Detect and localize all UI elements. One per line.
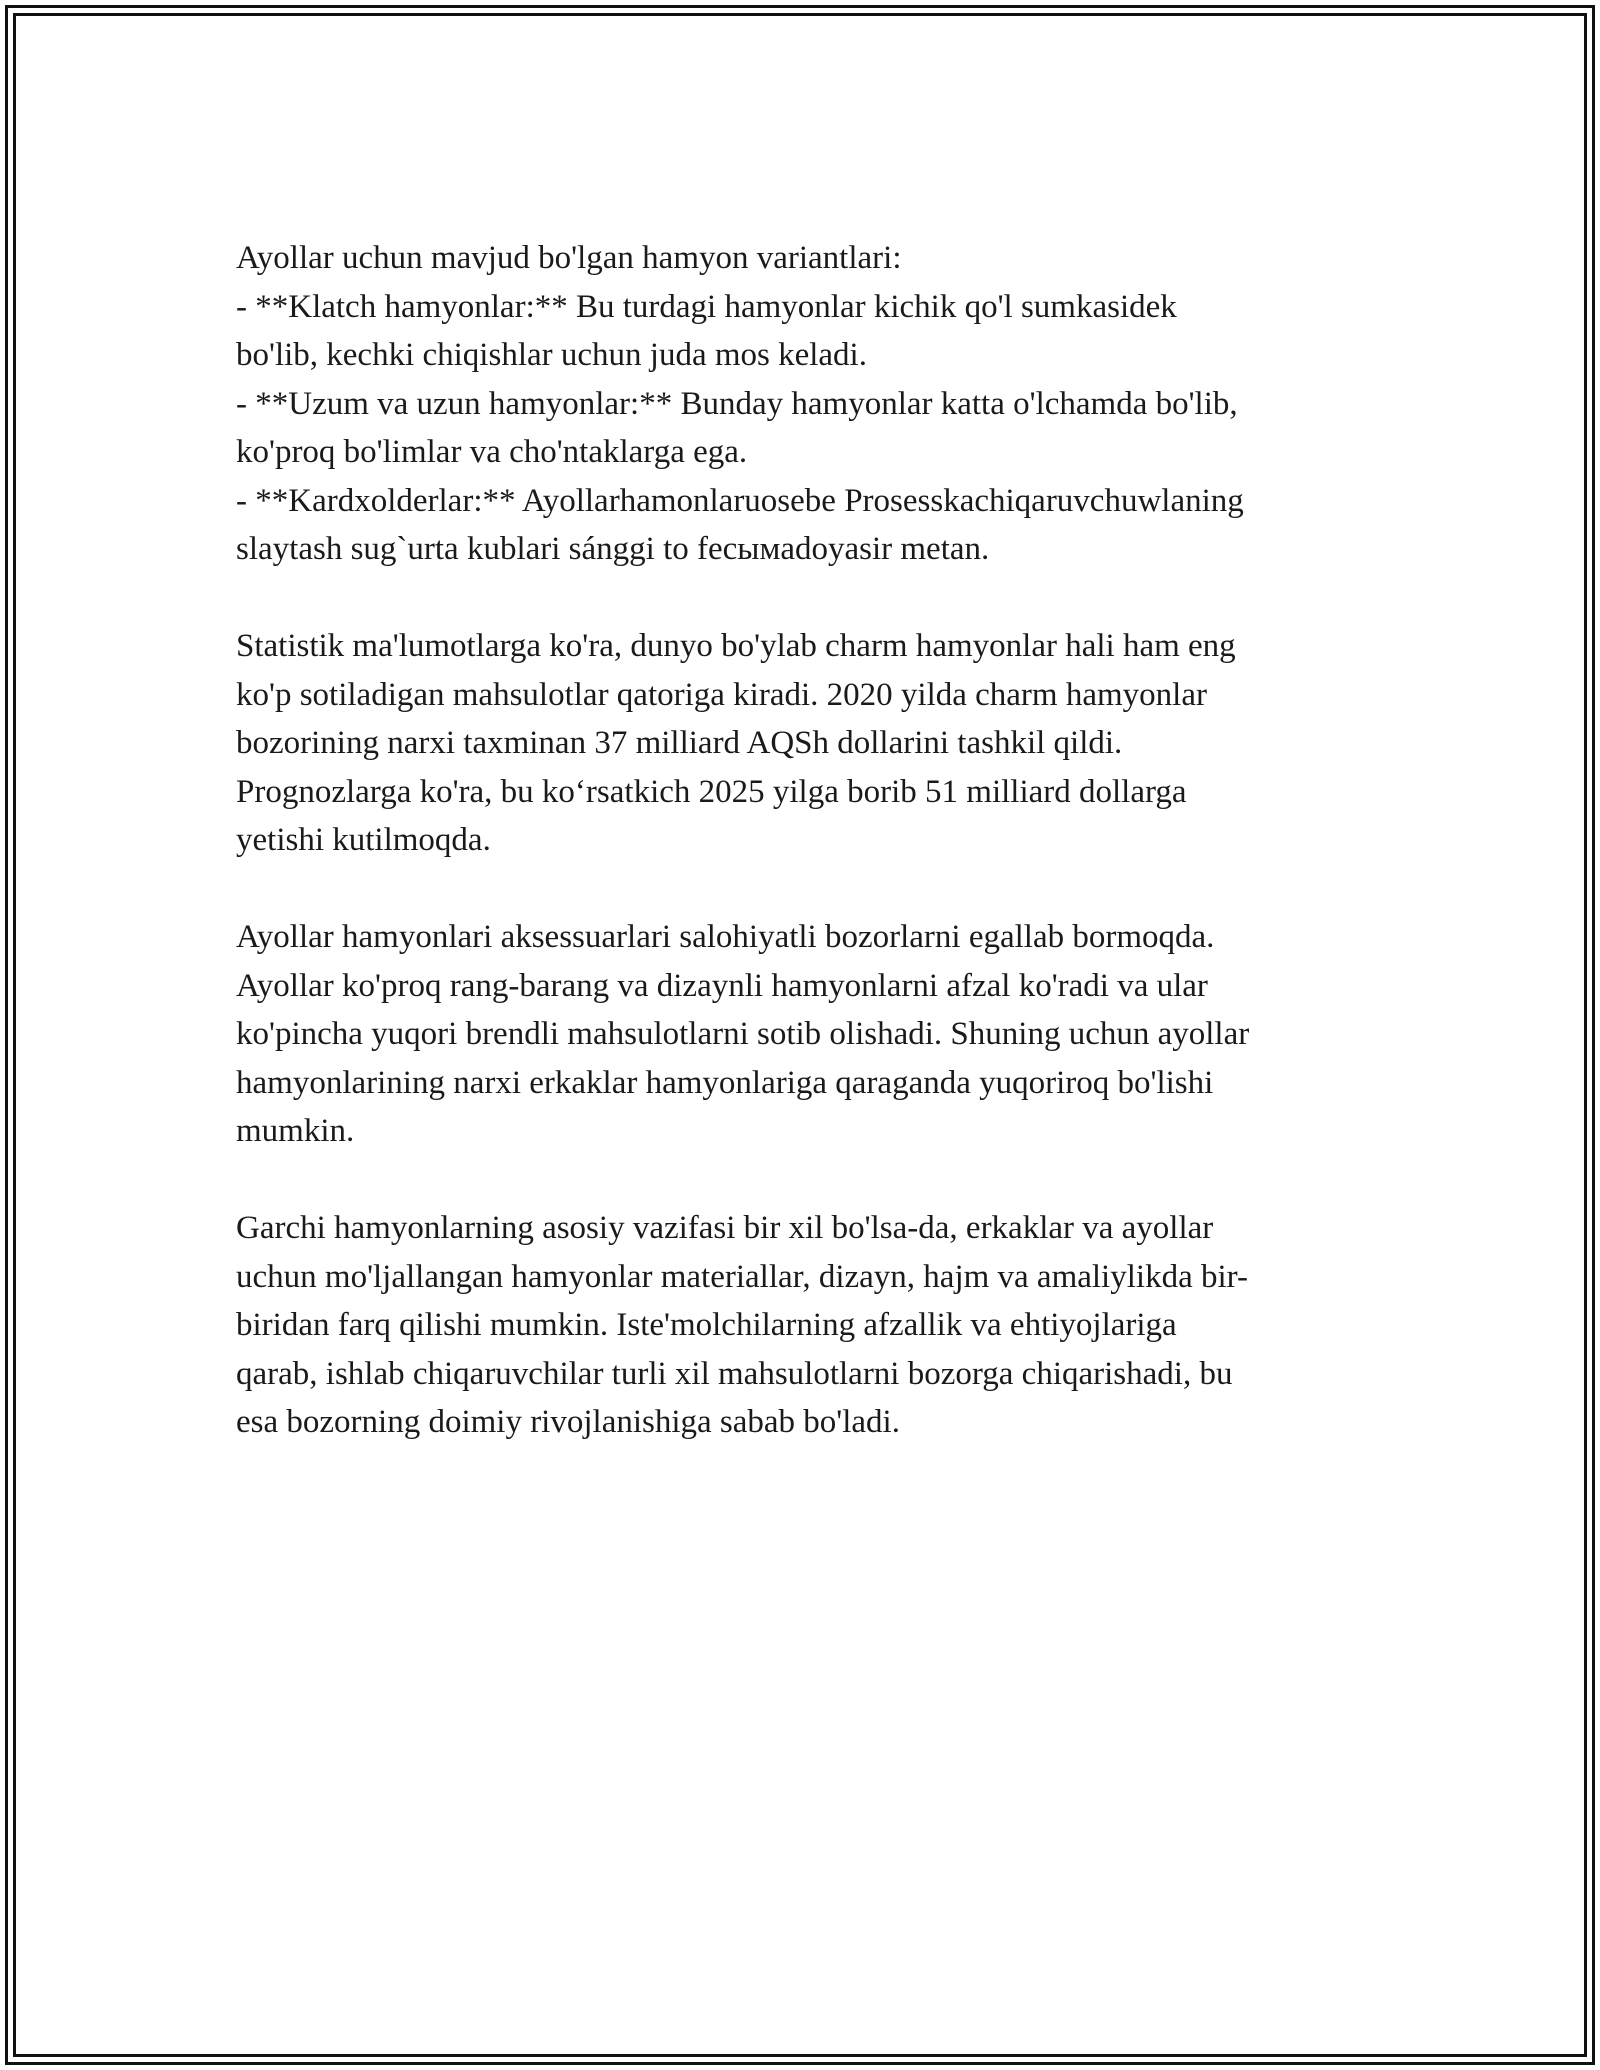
text-line: Ayollar hamyonlari aksessuarlari salohiyatli bozorlarni egallab bormoqda. — [236, 919, 1215, 955]
text-line: uchun mo'ljallangan hamyonlar materiallar, dizayn, hajm va amaliylikda bir- — [236, 1258, 1248, 1295]
text-line: slaytash sug`urta kublari sánggi to fecымadoyasir metan. — [236, 531, 990, 567]
text-line: biridan farq qilishi mumkin. Iste'molchilarning afzallik va ehtiyojlariga — [236, 1307, 1177, 1343]
text-line: Ayollar uchun mavjud bo'lgan hamyon variantlari: — [236, 240, 902, 276]
paragraph-womens-accessories — [236, 913, 1376, 1156]
text-line: hamyonlarining narxi erkaklar hamyonlariga qaraganda yuqoriroq bo'lishi — [236, 1064, 1214, 1101]
text-line: Statistik ma'lumotlarga ko'ra, dunyo bo'ylab charm hamyonlar hali ham eng — [236, 628, 1236, 664]
text-line: - **Klatch hamyonlar:** Bu turdagi hamyonlar kichik qo'l sumkasidek — [236, 288, 1177, 325]
paragraph-conclusion — [236, 1204, 1376, 1447]
text-line: - **Kardxolderlar:** Ayollarhamonlaruosebe Prosesskachiqaruvchuwlaning — [236, 482, 1244, 519]
text-line: yetishi kutilmoqda. — [236, 822, 491, 858]
text-line: qarab, ishlab chiqaruvchilar turli xil mahsulotlarni bozorga chiqarishadi, bu — [236, 1355, 1233, 1392]
text-line: Garchi hamyonlarning asosiy vazifasi bir xil bo'lsa-da, erkaklar va ayollar — [236, 1210, 1214, 1246]
text-line: esa bozorning doimiy rivojlanishiga sabab bo'ladi. — [236, 1404, 900, 1440]
text-line: - **Uzum va uzun hamyonlar:** Bunday hamyonlar katta o'lchamda bo'lib, — [236, 385, 1238, 422]
text-line: bo'lib, kechki chiqishlar uchun juda mos keladi. — [236, 337, 867, 373]
paragraph-wallet-types — [236, 234, 1376, 574]
document-body — [236, 234, 1376, 1495]
text-line: ko'p sotiladigan mahsulotlar qatoriga kiradi. 2020 yilda charm hamyonlar — [236, 676, 1207, 713]
text-line: bozorining narxi taxminan 37 milliard AQSh dollarini tashkil qildi. — [236, 725, 1123, 761]
text-line: ko'proq bo'limlar va cho'ntaklarga ega. — [236, 434, 748, 470]
paragraph-statistics — [236, 622, 1376, 865]
text-line: Prognozlarga ko'ra, bu koʻrsatkich 2025 yilga borib 51 milliard dollarga — [236, 773, 1187, 810]
text-line: ko'pincha yuqori brendli mahsulotlarni sotib olishadi. Shuning uchun ayollar — [236, 1016, 1250, 1052]
text-line: Ayollar ko'proq rang-barang va dizaynli hamyonlarni afzal ko'radi va ular — [236, 967, 1208, 1004]
text-line: mumkin. — [236, 1113, 355, 1149]
